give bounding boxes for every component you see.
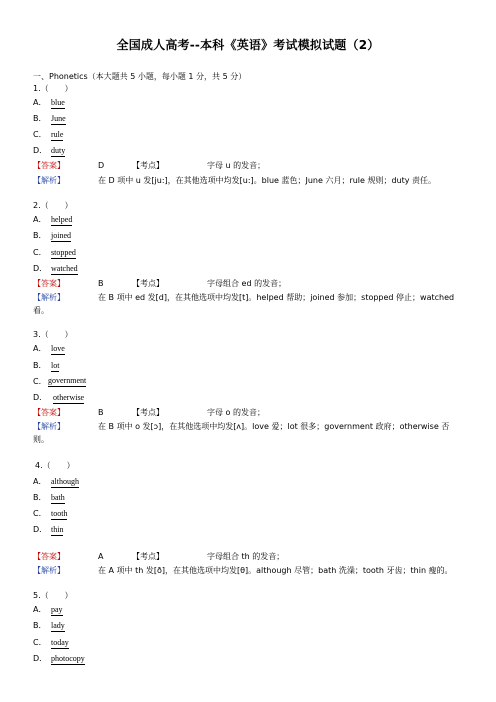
option-word: bath (51, 493, 65, 502)
analysis-text: 在 D 项中 u 发[ju:]，在其他选项中均发[u:]。blue 蓝色；June 六月；rule 规则；duty 责任。 (98, 176, 437, 185)
option-word: stopped (51, 248, 76, 257)
option-letter: A． (33, 215, 47, 224)
point-value: 字母 o 的发音； (207, 408, 265, 417)
option-letter: D． (33, 264, 48, 273)
answer-label: 【答案】 (33, 279, 65, 288)
option-word: photocopy (51, 654, 85, 663)
option-letter: C． (33, 638, 47, 647)
option-word: otherwise (53, 393, 85, 402)
option-word: although (51, 477, 79, 486)
analysis-label: 【解析】 (33, 293, 65, 302)
answer-value: B (98, 408, 104, 417)
option-letter: B． (33, 361, 47, 370)
point-value: 字母 u 的发音； (207, 161, 266, 170)
point-label: 【考点】 (132, 408, 164, 417)
option-word: joined (51, 231, 71, 240)
point-label: 【考点】 (132, 161, 164, 170)
option-word: today (51, 638, 69, 647)
answer-label: 【答案】 (33, 552, 65, 561)
option-letter: D． (33, 393, 48, 402)
analysis-text: 在 A 项中 th 发[ð]，在其他选项中均发[θ]。although 尽管；bath 洗澡；tooth 牙齿；thin 瘦的。 (98, 566, 453, 575)
option-letter: B． (33, 114, 47, 123)
answer-value: A (98, 552, 104, 561)
point-label: 【考点】 (132, 279, 164, 288)
analysis-text: 在 B 项中 o 发[ɔ]，在其他选项中均发[ʌ]。love 爱；lot 很多；government 政府；otherwise 否 (98, 422, 450, 431)
option-letter: C． (33, 248, 47, 257)
option-letter: D． (33, 525, 48, 534)
option-word: rule (51, 130, 64, 139)
analysis-label: 【解析】 (33, 176, 65, 185)
option-word: lady (51, 621, 65, 630)
option-letter: D． (33, 146, 48, 155)
answer-value: D (98, 161, 105, 170)
option-letter: B． (33, 231, 47, 240)
option-word: thin (51, 525, 64, 534)
option-word: helped (51, 215, 73, 224)
answer-label: 【答案】 (33, 408, 65, 417)
question-number: 3.（ ） (33, 330, 73, 339)
point-label: 【考点】 (132, 552, 164, 561)
analysis-text: 在 B 项中 ed 发[d]，在其他选项中均发[t]。helped 帮助；joined 参加；stopped 停止；watched (98, 293, 455, 302)
answer-value: B (98, 279, 104, 288)
option-letter: C． (33, 509, 47, 518)
analysis-text-continued: 则。 (33, 435, 49, 444)
option-letter: C． (33, 130, 47, 139)
question-number: 1.（ ） (33, 84, 73, 93)
question-number: 2.（ ） (33, 201, 73, 210)
option-word: watched (51, 264, 78, 273)
option-letter: A． (33, 98, 47, 107)
option-word: duty (51, 146, 66, 155)
option-letter: A． (33, 344, 47, 353)
option-word: government (48, 376, 87, 385)
option-word: tooth (51, 509, 68, 518)
question-number: 4.（ ） (35, 461, 75, 470)
point-value: 字母组合 th 的发音； (207, 552, 285, 561)
analysis-text-continued: 看。 (33, 306, 49, 315)
option-word: pay (51, 605, 63, 614)
question-number: 5.（ ） (33, 591, 73, 600)
option-word: love (51, 344, 65, 353)
page-title: 全国成人高考--本科《英语》考试模拟试题（2） (116, 38, 380, 52)
option-letter: A． (33, 605, 47, 614)
option-letter: D． (33, 654, 48, 663)
option-word: June (51, 114, 66, 123)
analysis-label: 【解析】 (33, 422, 65, 431)
option-letter: B． (33, 493, 47, 502)
option-letter: A． (33, 477, 47, 486)
point-value: 字母组合 ed 的发音； (207, 279, 287, 288)
section-heading: 一、Phonetics（本大题共 5 小题，每小题 1 分，共 5 分） (33, 72, 247, 81)
option-word: blue (51, 98, 65, 107)
option-letter: B． (33, 621, 47, 630)
answer-label: 【答案】 (33, 161, 65, 170)
analysis-label: 【解析】 (33, 566, 65, 575)
option-letter: C． (33, 377, 47, 386)
option-word: lot (51, 361, 60, 370)
